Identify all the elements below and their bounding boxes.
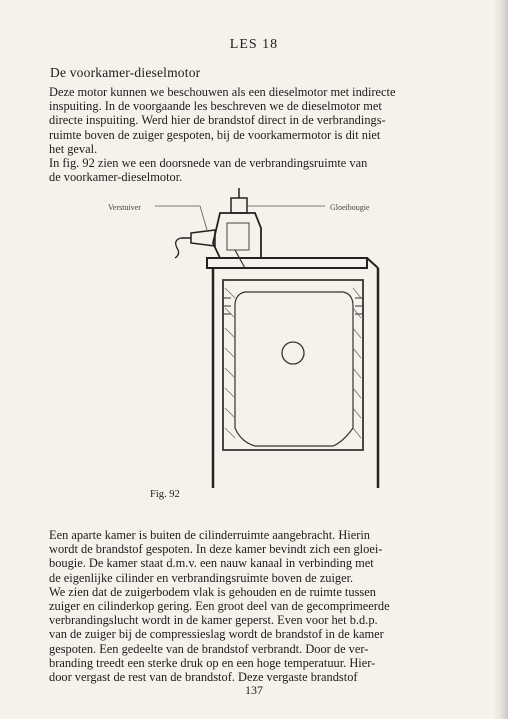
engine-cross-section-diagram (95, 188, 415, 518)
piston-rings (223, 298, 363, 314)
text-line: directe inspuiting. Werd hier de brandstof direct in de verbrandings- (49, 113, 386, 128)
text-line: de eigenlijke cilinder en verbrandingsruimte boven de zuiger. (49, 570, 354, 585)
page-number: 137 (245, 683, 263, 697)
text-line: We zien dat de zuigerbodem vlak is gehouden en de ruimte tussen (49, 584, 376, 599)
text-line: verbrandingslucht wordt in de kamer geperst. Even voor het b.d.p. (49, 613, 378, 628)
text-line: het geval. (49, 141, 98, 156)
section-heading: De voorkamer-dieselmotor (50, 65, 201, 80)
text-line: door vergast de rest van de brandstof. Deze vergaste brandstof (49, 670, 358, 685)
cylinder-wall-right-top (367, 258, 378, 268)
text-line: branding treedt een sterke druk op en een hoge temperatuur. Hier- (49, 655, 376, 670)
body-paragraph (49, 528, 459, 684)
label-glow-plug: Gloeibougie (330, 203, 370, 212)
injector-pipe-curl (175, 238, 181, 258)
text-line: gespoten. Een gedeelte van de brandstof verbrandt. Door de ver- (49, 641, 369, 656)
injector-leader-line (155, 206, 207, 230)
text-line: wordt de brandstof gespoten. In deze kamer bevindt zich een gloei- (49, 542, 383, 557)
text-line: zuiger en cilinderkop gering. Een groot deel van de gecomprimeerde (49, 599, 390, 614)
label-injector: Verstuiver (108, 203, 141, 212)
text-line: van de zuiger bij de compressieslag wordt de brandstof in de kamer (49, 627, 384, 642)
piston-wall-hatching (225, 288, 361, 438)
prechamber-inner (227, 223, 249, 250)
text-line: Deze motor kunnen we beschouwen als een dieselmotor met indirecte (49, 85, 396, 99)
wrist-pin (282, 342, 304, 364)
prechamber-housing (213, 213, 261, 258)
intro-paragraph (49, 85, 459, 184)
text-line: Een aparte kamer is buiten de cilinderruimte aangebracht. Hierin (49, 528, 370, 542)
piston-inner-cavity (235, 292, 353, 446)
piston-body (223, 280, 363, 450)
page-edge-shadow (494, 0, 508, 719)
cylinder-head-plate (207, 258, 367, 268)
glow-plug-body (231, 198, 247, 213)
text-line: de voorkamer-dieselmotor. (49, 170, 183, 185)
text-line: bougie. De kamer staat d.m.v. een nauw kanaal in verbinding met (49, 556, 374, 571)
text-line: In fig. 92 zien we een doorsnede van de verbrandingsruimte van (49, 156, 368, 171)
figure-caption: Fig. 92 (150, 489, 180, 500)
text-line: ruimte boven de zuiger gespoten, bij de voorkamermotor is dit niet (49, 127, 381, 142)
injector-nozzle (191, 230, 215, 246)
lesson-header: LES 18 (229, 37, 279, 52)
text-line: inspuiting. In de voorgaande les beschreven we de dieselmotor met (49, 99, 382, 114)
